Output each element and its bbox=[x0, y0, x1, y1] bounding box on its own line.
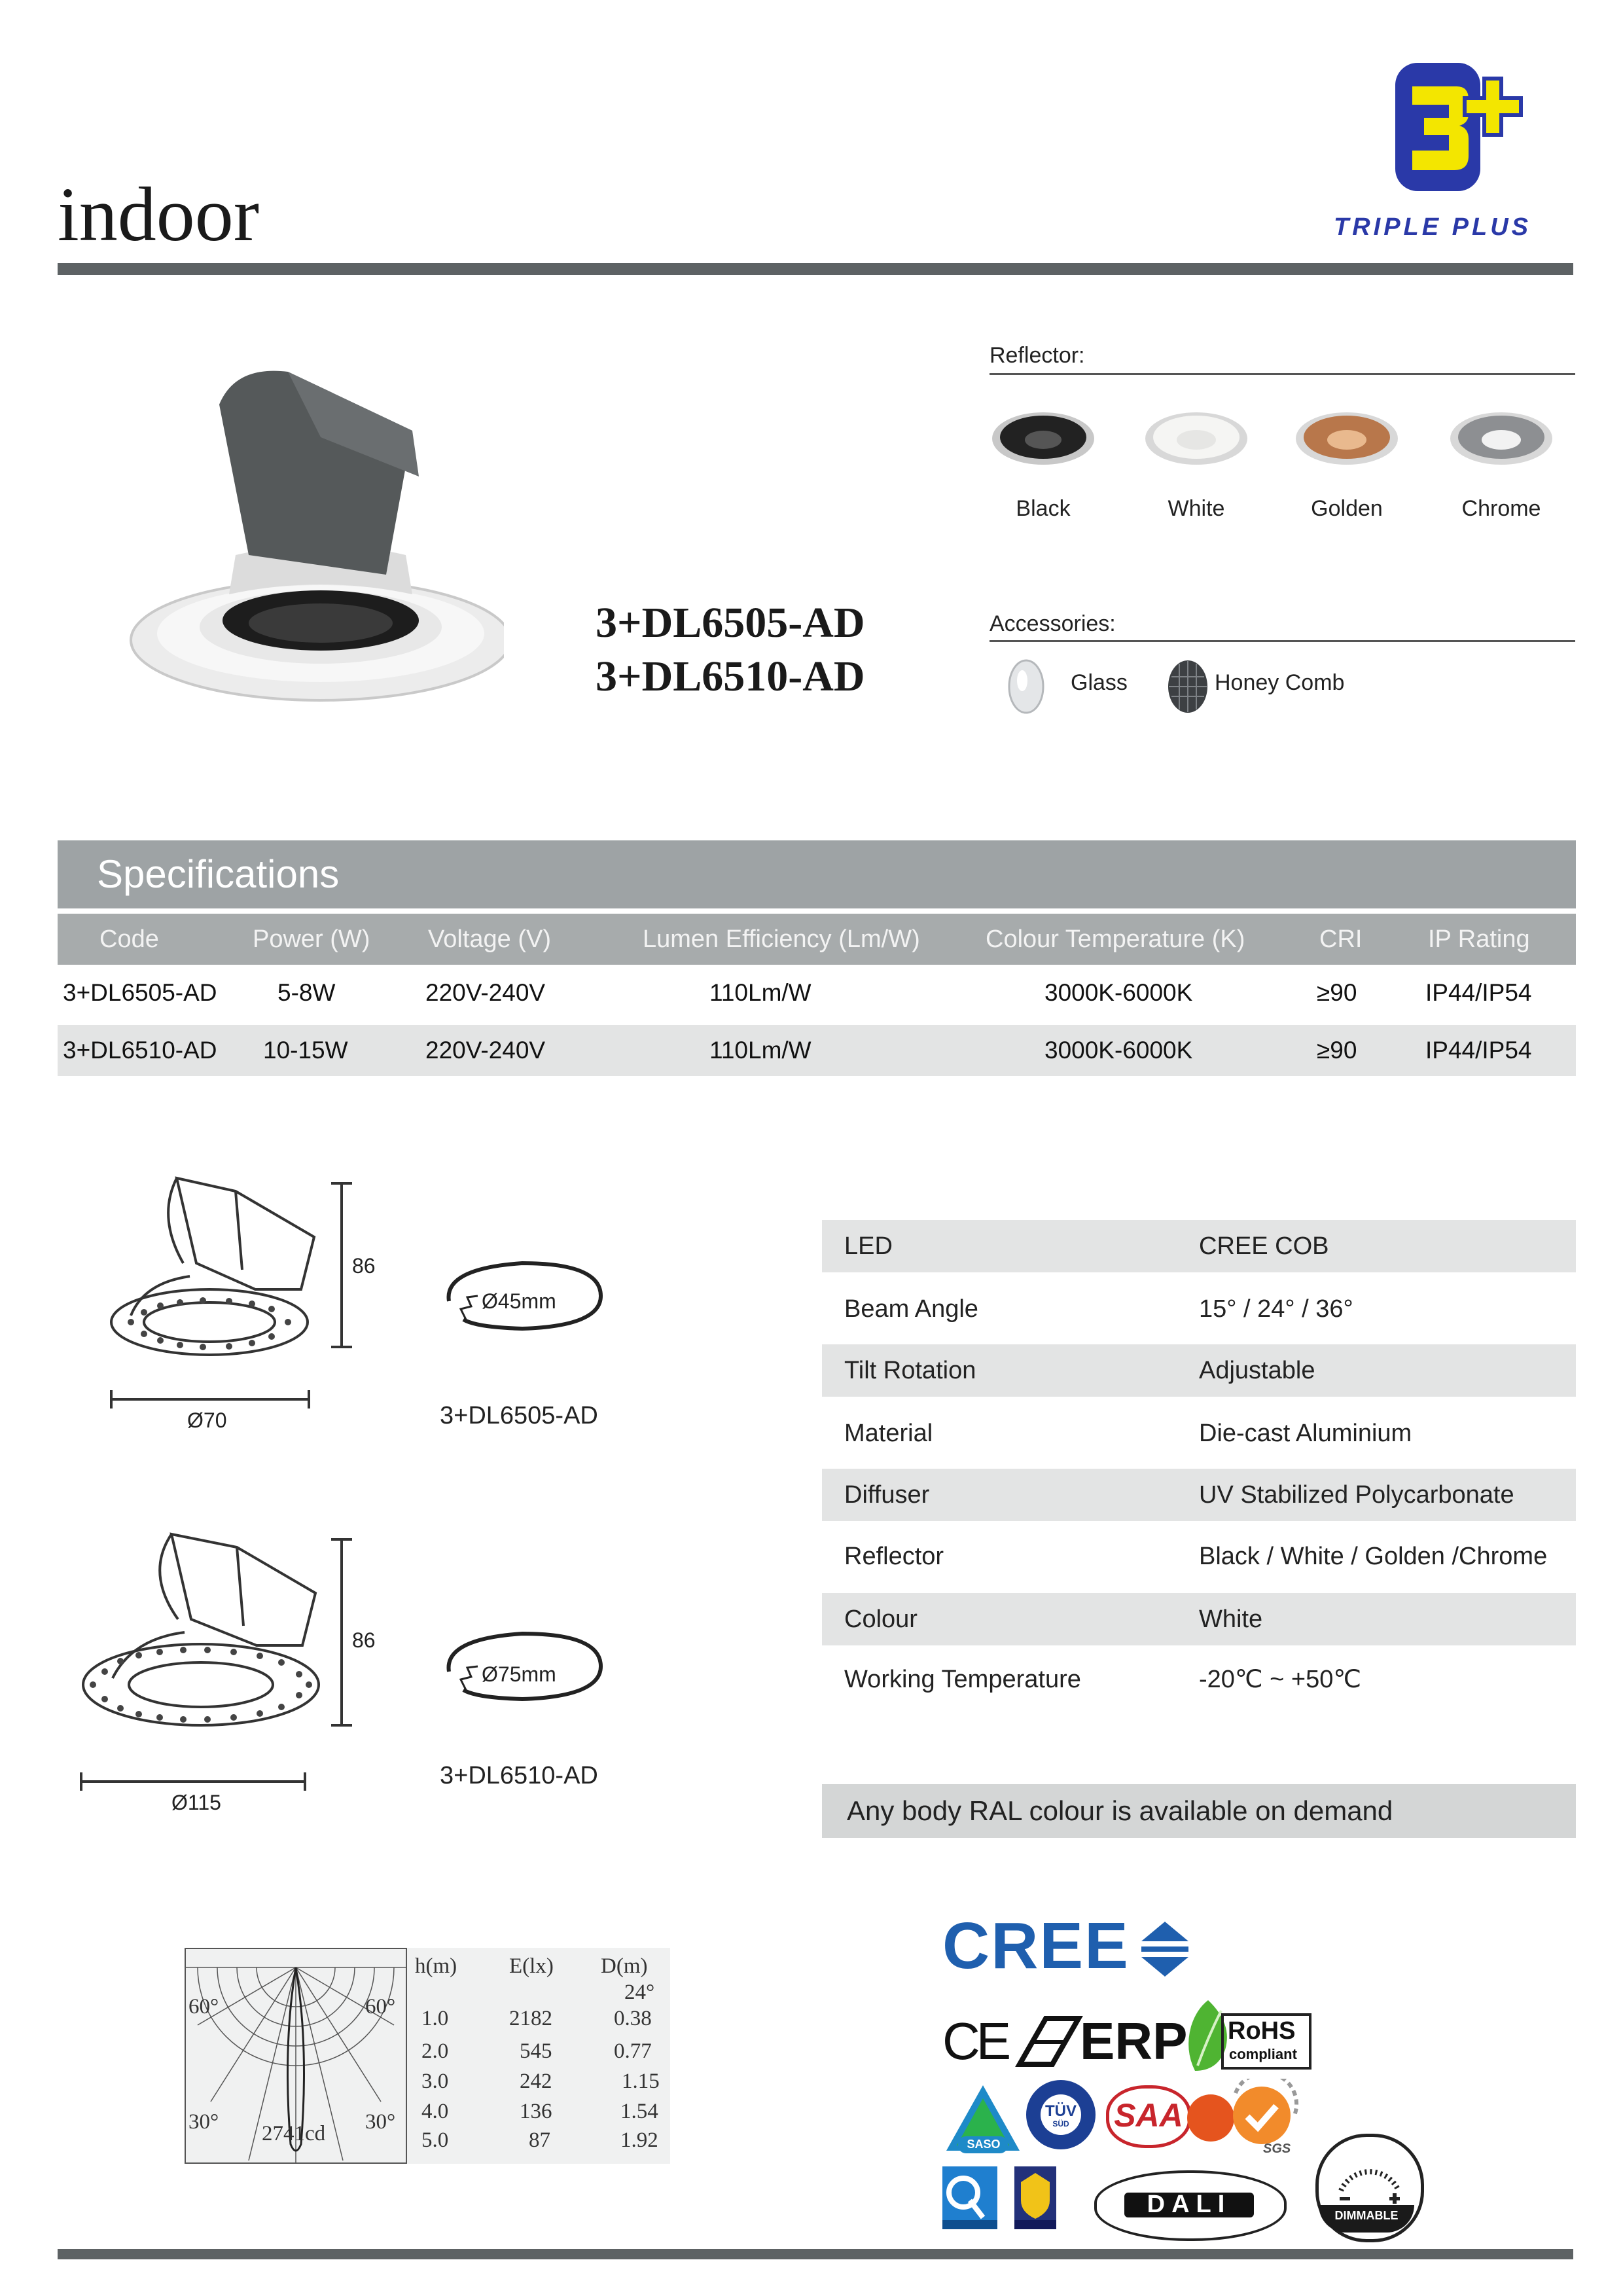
polar-angle-label: 30° bbox=[188, 2110, 219, 2134]
accessory-glass-label: Glass bbox=[1071, 670, 1128, 695]
property-key: Diffuser bbox=[844, 1481, 930, 1509]
accessories-divider bbox=[990, 640, 1575, 642]
glass-icon bbox=[1007, 657, 1046, 716]
reflector-title: Reflector: bbox=[990, 343, 1085, 368]
dimension-tick bbox=[304, 1772, 306, 1791]
ukas-logo-icon bbox=[1014, 2166, 1056, 2229]
photometric-cell: 1.0 bbox=[421, 2007, 449, 2030]
property-value: Adjustable bbox=[1199, 1357, 1315, 1384]
spec-cell-voltage: 220V-240V bbox=[425, 1037, 546, 1064]
photometric-cell: 1.54 bbox=[620, 2100, 658, 2123]
cutout-diameter-2: Ø75mm bbox=[482, 1662, 556, 1686]
reflector-option-chrome: Chrome bbox=[1461, 496, 1541, 521]
specifications-body bbox=[58, 967, 1576, 1079]
photometric-cell: 87 bbox=[529, 2128, 550, 2152]
ce-mark: CE bbox=[942, 2012, 1008, 2070]
dimmable-label: DIMMABLE bbox=[1334, 2209, 1399, 2222]
property-value: White bbox=[1199, 1605, 1263, 1633]
property-value: Black / White / Golden /Chrome bbox=[1199, 1543, 1548, 1570]
spec-col-ip: IP Rating bbox=[1428, 925, 1530, 953]
technical-drawing-1 bbox=[105, 1165, 327, 1368]
table-row bbox=[822, 1469, 1576, 1521]
dimension-tick bbox=[331, 1346, 352, 1348]
property-value: UV Stabilized Polycarbonate bbox=[1199, 1481, 1514, 1509]
photometric-cell: 3.0 bbox=[421, 2070, 449, 2093]
spec-cell-voltage: 220V-240V bbox=[425, 979, 546, 1006]
spec-cell-power: 10-15W bbox=[263, 1037, 348, 1064]
photometric-header-e: E(lx) bbox=[509, 1954, 554, 1978]
polar-angle-label: 60° bbox=[365, 1995, 396, 2018]
brand-name: TRIPLE PLUS bbox=[1334, 213, 1532, 241]
dimension-height-2: 86 bbox=[352, 1628, 376, 1652]
cree-logo bbox=[942, 1910, 1198, 1982]
dali-logo bbox=[1094, 2170, 1287, 2241]
spec-cell-code: 3+DL6510-AD bbox=[63, 1037, 217, 1064]
dimension-tick bbox=[110, 1390, 113, 1408]
property-value: 15° / 24° / 36° bbox=[1199, 1295, 1353, 1323]
header-divider bbox=[58, 263, 1573, 275]
dimension-line-width-2 bbox=[80, 1780, 306, 1783]
dimension-line-height-1 bbox=[340, 1183, 343, 1347]
property-key: Beam Angle bbox=[844, 1295, 978, 1323]
accessories-title: Accessories: bbox=[990, 611, 1116, 636]
dimension-tick bbox=[331, 1538, 352, 1541]
emc-mark-icon bbox=[1013, 2012, 1085, 2071]
table-row bbox=[822, 1530, 1576, 1583]
property-key: Colour bbox=[844, 1605, 918, 1633]
dimension-tick bbox=[331, 1182, 352, 1185]
spec-cell-cri: ≥90 bbox=[1317, 1037, 1357, 1064]
table-row bbox=[822, 1407, 1576, 1460]
rohs-subtitle: compliant bbox=[1229, 2046, 1297, 2062]
table-row bbox=[822, 1653, 1576, 1706]
dimension-diameter-1: Ø70 bbox=[187, 1408, 227, 1432]
photometric-panel bbox=[185, 1948, 670, 2164]
property-key: Tilt Rotation bbox=[844, 1357, 976, 1384]
product-code-1: 3+DL6505-AD bbox=[596, 599, 865, 647]
dimension-tick bbox=[80, 1772, 82, 1791]
qa-logo-icon bbox=[942, 2166, 997, 2229]
polar-angle-label: 30° bbox=[365, 2110, 396, 2134]
table-row bbox=[822, 1593, 1576, 1645]
reflector-divider bbox=[990, 373, 1575, 375]
specifications-title: Specifications bbox=[97, 852, 340, 896]
reflector-option-black: Black bbox=[1016, 496, 1071, 521]
spec-cell-cri: ≥90 bbox=[1317, 979, 1357, 1006]
rohs-badge bbox=[1221, 2013, 1311, 2070]
reflector-option-golden: Golden bbox=[1311, 496, 1383, 521]
sgs-label: SGS bbox=[1263, 2142, 1291, 2156]
spec-col-power: Power (W) bbox=[253, 925, 370, 953]
specifications-header-row bbox=[58, 914, 1576, 965]
notice-text: Any body RAL colour is available on demand bbox=[847, 1795, 1393, 1826]
properties-table bbox=[822, 1220, 1576, 1717]
spec-cell-cct: 3000K-6000K bbox=[1044, 1037, 1193, 1064]
specifications-title-bar bbox=[58, 840, 1576, 908]
photometric-cell: 0.38 bbox=[614, 2007, 652, 2030]
spec-col-code: Code bbox=[99, 925, 159, 953]
property-key: Reflector bbox=[844, 1543, 944, 1570]
saa-logo bbox=[1106, 2085, 1191, 2148]
photometric-cell: 1.15 bbox=[622, 2070, 660, 2093]
spec-cell-power: 5-8W bbox=[277, 979, 336, 1006]
photometric-cell: 5.0 bbox=[421, 2128, 449, 2152]
cree-wordmark: CREE bbox=[942, 1909, 1130, 1982]
dimension-tick bbox=[331, 1724, 352, 1727]
notice-bar bbox=[822, 1784, 1576, 1838]
dimension-line-width-1 bbox=[110, 1398, 310, 1401]
drawing-model-1: 3+DL6505-AD bbox=[440, 1402, 598, 1429]
dali-label: DALI bbox=[1147, 2191, 1232, 2218]
table-row bbox=[822, 1344, 1576, 1397]
property-value: Die-cast Aluminium bbox=[1199, 1420, 1412, 1447]
spec-cell-code: 3+DL6505-AD bbox=[63, 979, 217, 1006]
photometric-cell: 136 bbox=[520, 2100, 552, 2123]
brand-logo-icon bbox=[1386, 58, 1530, 202]
tuv-sub: SÜD bbox=[1052, 2119, 1069, 2128]
spec-cell-ip: IP44/IP54 bbox=[1425, 1037, 1532, 1064]
photometric-header-d: D(m) bbox=[601, 1954, 648, 1978]
dimension-line-height-2 bbox=[340, 1539, 343, 1725]
erp-mark: ERP bbox=[1080, 2012, 1188, 2070]
dimension-tick bbox=[308, 1390, 310, 1408]
cree-arrows-icon bbox=[1139, 1919, 1191, 1978]
polar-peak-intensity: 2741cd bbox=[262, 2122, 326, 2145]
reflector-option-white: White bbox=[1168, 496, 1225, 521]
technical-drawing-2 bbox=[73, 1521, 329, 1737]
saa-label: SAA bbox=[1114, 2097, 1183, 2134]
dimension-diameter-2: Ø115 bbox=[171, 1791, 221, 1814]
drawing-model-2: 3+DL6510-AD bbox=[440, 1762, 598, 1789]
accessory-honeycomb-label: Honey Comb bbox=[1215, 670, 1345, 695]
spec-cell-cct: 3000K-6000K bbox=[1044, 979, 1193, 1006]
photometric-beam: 24° bbox=[624, 1981, 655, 2004]
product-code-2: 3+DL6510-AD bbox=[596, 653, 865, 700]
reflector-golden-icon bbox=[1294, 406, 1399, 471]
table-row bbox=[58, 967, 1576, 1018]
tuv-label: TÜV bbox=[1045, 2102, 1077, 2120]
property-key: Working Temperature bbox=[844, 1666, 1081, 1693]
saso-label: SASO bbox=[967, 2138, 1001, 2151]
property-key: Material bbox=[844, 1420, 933, 1447]
photometric-cell: 0.77 bbox=[614, 2039, 652, 2063]
spec-cell-ip: IP44/IP54 bbox=[1425, 979, 1532, 1006]
photometric-header-h: h(m) bbox=[415, 1954, 457, 1978]
table-row bbox=[58, 1025, 1576, 1076]
photometric-cell: 242 bbox=[520, 2070, 552, 2093]
table-row bbox=[822, 1220, 1576, 1272]
dimension-height-1: 86 bbox=[352, 1254, 376, 1278]
tuv-logo bbox=[1026, 2080, 1096, 2149]
photometric-cell: 2.0 bbox=[421, 2039, 449, 2063]
reflector-white-icon bbox=[1144, 406, 1249, 471]
sgs-logo bbox=[1185, 2079, 1302, 2157]
property-key: LED bbox=[844, 1232, 893, 1260]
honeycomb-icon bbox=[1165, 657, 1211, 716]
spec-cell-lumen: 110Lm/W bbox=[709, 979, 812, 1006]
photometric-cell: 4.0 bbox=[421, 2100, 449, 2123]
brand-logo bbox=[1334, 58, 1576, 241]
spec-col-cct: Colour Temperature (K) bbox=[986, 925, 1245, 953]
reflector-chrome-icon bbox=[1449, 406, 1554, 471]
photometric-cell: 545 bbox=[520, 2039, 552, 2063]
cutout-diameter-1: Ø45mm bbox=[482, 1289, 556, 1313]
photometric-cell: 2182 bbox=[509, 2007, 552, 2030]
spec-col-lumen: Lumen Efficiency (Lm/W) bbox=[643, 925, 920, 953]
dimmable-logo bbox=[1315, 2134, 1424, 2242]
property-value: CREE COB bbox=[1199, 1232, 1329, 1260]
polar-angle-label: 60° bbox=[188, 1995, 219, 2018]
dimmer-dial-icon bbox=[1328, 2145, 1412, 2204]
page-title: indoor bbox=[58, 171, 260, 257]
rohs-title: RoHS bbox=[1228, 2017, 1296, 2045]
spec-col-cri: CRI bbox=[1319, 925, 1363, 953]
reflector-black-icon bbox=[991, 406, 1096, 471]
product-photo bbox=[124, 359, 504, 712]
photometric-cell: 1.92 bbox=[620, 2128, 658, 2152]
spec-col-voltage: Voltage (V) bbox=[428, 925, 551, 953]
spec-cell-lumen: 110Lm/W bbox=[709, 1037, 812, 1064]
footer-divider bbox=[58, 2249, 1573, 2259]
property-value: -20℃ ~ +50℃ bbox=[1199, 1666, 1362, 1693]
table-row bbox=[822, 1283, 1576, 1335]
